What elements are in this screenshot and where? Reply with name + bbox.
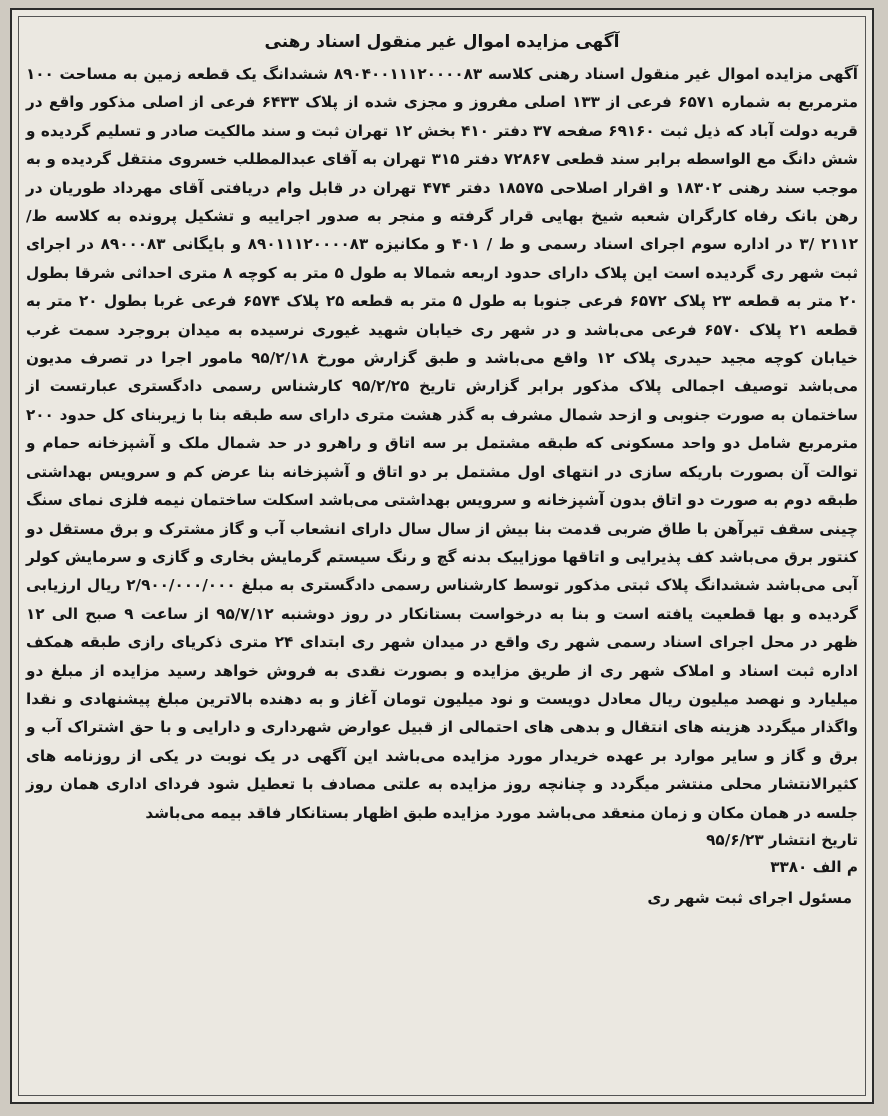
signature-line: مسئول اجرای ثبت شهر ری xyxy=(647,888,852,907)
reference-number: م الف ۳۳۸۰ xyxy=(770,857,858,876)
newspaper-clipping xyxy=(10,8,874,1104)
publish-date: تاریخ انتشار ۹۵/۶/۲۳ xyxy=(706,830,858,849)
notice-content xyxy=(26,30,858,913)
notice-title: آگهی مزایده اموال غیر منقول اسناد رهنی xyxy=(264,32,620,52)
notice-body: آگهی مزایده اموال غیر منقول اسناد رهنی کلاسه ۸۹۰۴۰۰۱۱۱۲۰۰۰۰۸۳ ششدانگ یک قطعه زمین به مساحت ۱۰۰ مترمربع به شماره ۶۵۷۱ فرعی از ۱۳۳ اصلی مفروز و مجزی شده از پلاک ۶۴۳۳ فرعی از اصلی مذکور واقع در قریه دولت آباد که ذیل ثبت ۶۹۱۶۰ صفحه ۳۷ دفتر ۴۱۰ بخش ۱۲ تهران ثبت و سند مالکیت صادر و تسلیم گردیده و شش دانگ مع الواسطه برابر سند قطعی ۷۲۸۶۷ دفتر ۳۱۵ تهران به آقای عبدالمطلب خسروی منتقل گردیده و به موجب سند رهنی ۱۸۳۰۲ و اقرار اصلاحی ۱۸۵۷۵ دفتر ۴۷۴ تهران در قابل وام دریافتی آقای مهرداد طوریان در رهن بانک رفاه کارگران شعبه شیخ بهایی قرار گرفته و منجر به صدور اجراییه و تشکیل پرونده به کلاسه ط/ ۲۱۱۲ /۳ در اداره سوم اجرای اسناد رسمی و ط / ۴۰۱ و مکانیزه ۸۹۰۱۱۱۲۰۰۰۰۸۳ و بایگانی ۸۹۰۰۰۸۳ در اجرای ثبت شهر ری گردیده است این پلاک دارای حدود اربعه شمالا به طول ۵ متر به کوچه ۸ متری احداثی شرقا بطول ۲۰ متر به قطعه ۲۳ پلاک ۶۵۷۲ فرعی جنوبا به طول ۵ متر به قطعه ۲۵ پلاک ۶۵۷۴ فرعی غربا بطول ۲۰ متر به قطعه ۲۱ پلاک ۶۵۷۰ فرعی می‌باشد و در شهر ری خیابان شهید غیوری نرسیده به میدان بروجرد سمت غرب خیابان کوچه مجید حیدری پلاک ۱۲ واقع می‌باشد و طبق گزارش مورخ ۹۵/۲/۱۸ مامور اجرا در تصرف مدیون می‌باشد توصیف اجمالی پلاک مذکور برابر گزارش تاریخ ۹۵/۲/۲۵ کارشناس رسمی دادگستری عبارتست از ساختمان به صورت جنوبی و ازحد شمال مشرف به گذر هشت متری دارای سه طبقه بنا با زیربنای کل حدود ۲۰۰ مترمربع شامل دو واحد مسکونی که طبقه مشتمل بر سه اتاق و راهرو در حد شمال ملک و آشپزخانه حمام و توالت آن بصورت باریکه سازی در انتهای اول مشتمل بر دو اتاق و آشپزخانه بنا عرض کم و سرویس بهداشتی طبقه دوم به صورت دو اتاق بدون آشپزخانه و سرویس بهداشتی می‌باشد اسکلت ساختمان نیمه فلزی نمای سنگ چینی سقف تیرآهن با طاق ضربی قدمت بنا بیش از سال سال دارای انشعاب آب و گاز مشترک و برق مستقل دو کنتور برق می‌باشد کف پذیرایی و اتاقها موزاییک بدنه گچ و رنگ سیستم گرمایش بخاری و گازی و سرمایش کولر آبی می‌باشد ششدانگ پلاک ثبتی مذکور توسط کارشناس رسمی دادگستری به مبلغ ۲/۹۰۰/۰۰۰/۰۰۰ ریال ارزیابی گردیده و بها قطعیت یافته است و بنا به درخواست بستانکار در روز دوشنبه ۹۵/۷/۱۲ از ساعت ۹ صبح الی ۱۲ ظهر در محل اجرای اسناد رسمی شهر ری واقع در میدان شهر ری ابتدای ۲۴ متری ذکریای رازی طبقه همکف اداره ثبت اسناد و املاک شهر ری از طریق مزایده و بصورت نقدی به فروش خواهد رسید مزایده از مبلغ دو میلیارد و نهصد میلیون ریال معادل دویست و نود میلیون تومان آغاز و به دهنده بالاترین مبلغ پیشنهادی و نقدا واگذار میگردد هزینه های انتقال و بدهی های احتمالی از قبیل عوارض شهرداری و دارایی و با حق اشتراک آب و برق و گاز و سایر موارد بر عهده خریدار مورد مزایده می‌باشد این آگهی در یک نوبت در یکی از روزنامه های کثیرالانتشار محلی منتشر میگردد و چنانچه روز مزایده به علتی مصادف با تعطیل شود فردای اداری همان روز جلسه در همان مکان و زمان منعقد می‌باشد مورد مزایده طبق اظهار بستانکار فاقد بیمه می‌باشد xyxy=(26,65,859,822)
